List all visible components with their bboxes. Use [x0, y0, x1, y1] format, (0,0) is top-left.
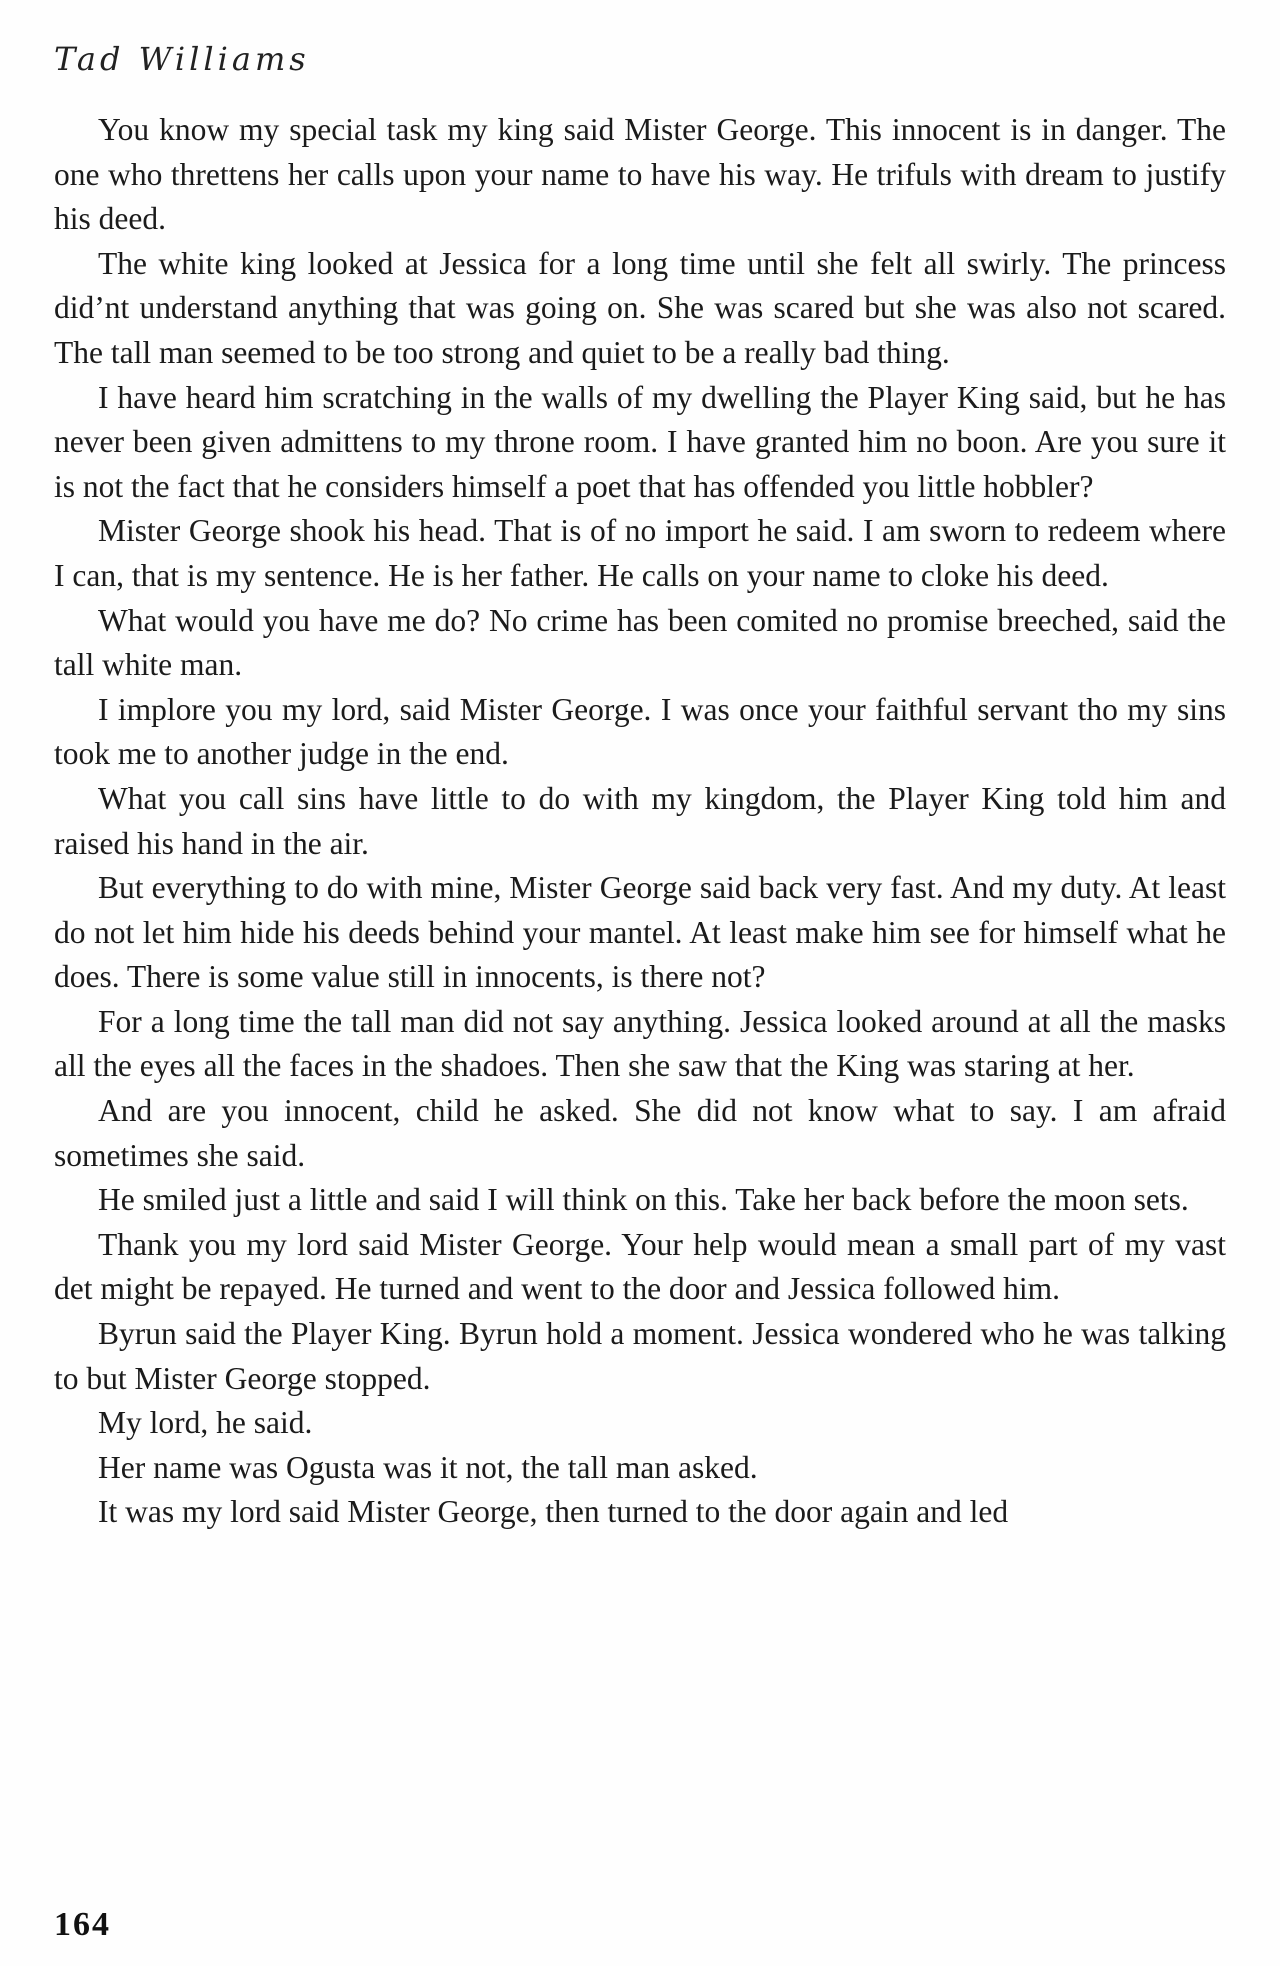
paragraph: I have heard him scratching in the walls of my dwelling the Player King said, but he has never been given admittens to my throne room. I have granted him no boon. Are you sure it is not the fact that he considers himself a poet that has offended you little hobbler? [54, 379, 1226, 504]
paragraph: My lord, he said. [98, 1405, 313, 1441]
paragraph: He smiled just a little and said I will think on this. Take her back before the moon sets. [98, 1182, 1189, 1218]
paragraph: What you call sins have little to do with my kingdom, the Player King told him and raised his hand in the air. [54, 780, 1226, 861]
paragraph: And are you innocent, child he asked. She did not know what to say. I am afraid sometimes she said. [54, 1093, 1226, 1173]
paragraph: Byrun said the Player King. Byrun hold a moment. Jessica wondered who he was talking to but Mister George stopped. [54, 1316, 1226, 1396]
paragraph: Her name was Ogusta was it not, the tall man asked. [98, 1449, 758, 1485]
paragraph: You know my special task my king said Mister George. This innocent is in danger. The one who threttens her calls upon your name to have his way. He trifuls with dream to justify his deed. [54, 112, 1226, 237]
paragraph: It was my lord said Mister George, then turned to the door again and led [98, 1494, 1009, 1530]
running-head: Tad Williams [54, 40, 310, 78]
paragraph: Thank you my lord said Mister George. Your help would mean a small part of my vast det might be repayed. He turned and went to the door and Jessica followed him. [54, 1226, 1226, 1307]
body-text [54, 108, 1226, 1535]
paragraph: Mister George shook his head. That is of no import he said. I am sworn to redeem where I can, that is my sentence. He is her father. He calls on your name to cloke his deed. [54, 513, 1226, 593]
paragraph: I implore you my lord, said Mister George. I was once your faithful servant tho my sins took me to another judge in the end. [54, 691, 1226, 772]
paragraph: What would you have me do? No crime has been comited no promise breeched, said the tall white man. [54, 602, 1226, 683]
paragraph: For a long time the tall man did not say anything. Jessica looked around at all the masks all the eyes all the faces in the shadoes. Then she saw that the King was staring at her. [54, 1003, 1226, 1084]
page-number: 164 [54, 1906, 111, 1943]
paragraph: The white king looked at Jessica for a long time until she felt all swirly. The princess did’nt understand anything that was going on. She was scared but she was also not scared. The tall man seemed to be too strong and quiet to be a really bad thing. [54, 245, 1226, 370]
paragraph: But everything to do with mine, Mister George said back very fast. And my duty. At least do not let him hide his deeds behind your mantel. At least make him see for himself what he does. There is some value still in innocents, is there not? [54, 870, 1226, 995]
